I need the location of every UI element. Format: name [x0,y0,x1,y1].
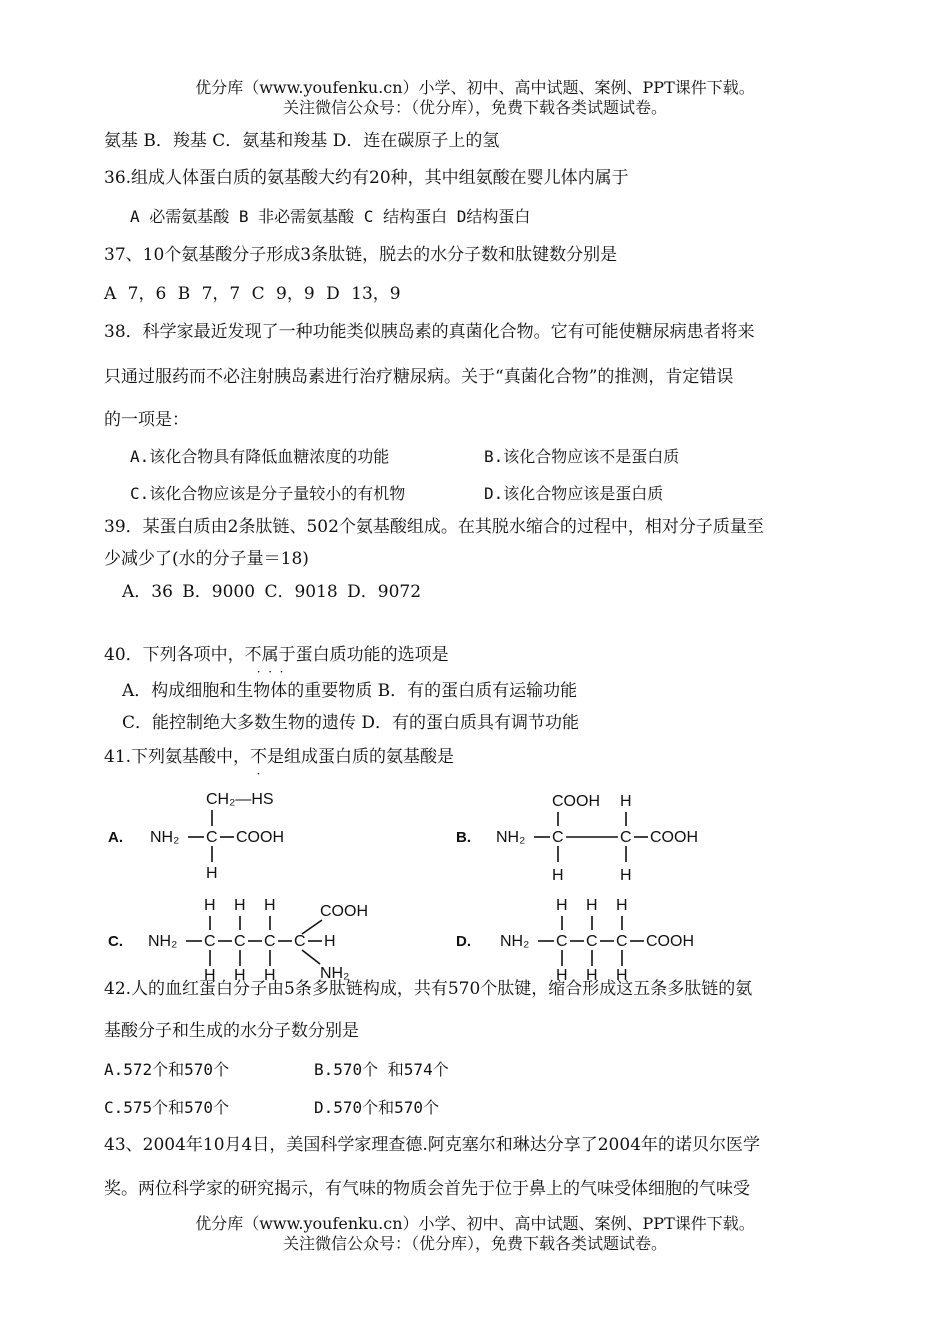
structure-b-h-top: H [620,793,632,810]
structure-d-h-bottom3: H [616,967,628,980]
q41-stem-post: 是组成蛋白质的氨基酸是 [267,747,455,767]
q38-option-c: C.该化合物应该是分子量较小的有机物 [130,484,406,503]
q42-option-d: D.570个和570个 [314,1098,440,1117]
structure-a-r-group: CH₂—HS [206,791,274,808]
q41-stem-pre: 41.下列氨基酸中， [104,747,251,767]
q40-options-row1: A．构成细胞和生物体的重要物质 B．有的蛋白质有运输功能 [122,681,578,701]
q39-line2: 少减少了(水的分子量＝18) [104,549,309,569]
structure-c-bond-nh2 [302,950,320,964]
structure-c-carbon3: C [264,933,276,950]
structure-c-h-top3: H [264,897,276,914]
structure-c-carbon1: C [204,933,216,950]
structure-c-h-right: H [324,933,336,950]
structure-b [456,793,698,884]
structure-c-cooh: COOH [320,903,368,920]
structure-d-h-bottom2: H [586,967,598,980]
q38-line3: 的一项是： [104,410,189,430]
q42-option-b: B.570个 和574个 [314,1060,449,1079]
structure-c-carbon2: C [234,933,246,950]
q37-stem: 37、10个氨基酸分子形成3条肽链，脱去的水分子数和肽键数分别是 [104,245,618,265]
q42-option-a: A.572个和570个 [104,1060,230,1079]
structure-b-label: B. [456,829,471,846]
q42-line2: 基酸分子和生成的水分子数分别是 [104,1021,359,1041]
structure-a-carbon: C [206,829,218,846]
q41-stem-emphasis [250,746,268,781]
structure-d-carbon2: C [586,933,598,950]
q43-line1: 43、2004年10月4日，美国科学家理查德.阿克塞尔和琳达分享了2004年的诺贝尔医学 [104,1135,761,1155]
q39-line1: 39．某蛋白质由2条肽链、502个氨基酸组成。在其脱水缩合的过程中，相对分子质量至 [104,517,764,537]
structure-d-h-top1: H [556,897,568,914]
q35-options: 氨基 B．羧基 C．氨基和羧基 D．连在碳原子上的氢 [104,131,500,151]
q38-line1: 38．科学家最近发现了一种功能类似胰岛素的真菌化合物。它有可能使糖尿病患者将来 [104,322,755,342]
q42-line1: 42.人的血红蛋白分子由5条多肽链构成，共有570个肽键，缩合形成这五条多肽链的氨 [104,979,753,999]
q38-line2: 只通过服药而不必注射胰岛素进行治疗糖尿病。关于“真菌化合物”的推测，肯定错误 [104,367,734,387]
structure-c-h-bottom3: H [264,967,276,980]
structure-d-cooh: COOH [646,933,694,950]
structure-d-h-top2: H [586,897,598,914]
q39-options: A．36 B．9000 C．9018 D．9072 [122,582,422,602]
structure-a-h: H [206,865,218,882]
structure-a [108,791,284,882]
structure-a-nh2: NH₂ [150,829,180,846]
q36-stem: 36.组成人体蛋白质的氨基酸大约有20种，其中组氨酸在婴儿体内属于 [104,168,629,188]
structure-a-label: A. [108,829,123,846]
emphasis-dot: · [256,767,261,781]
structure-a-cooh: COOH [236,829,284,846]
q38-option-d: D.该化合物应该是蛋白质 [484,484,664,503]
q38-option-a: A.该化合物具有降低血糖浓度的功能 [130,447,390,466]
page-header-line2: 关注微信公众号：（优分库），免费下载各类试题试卷。 [282,98,667,117]
q40-stem-emphasis [244,644,296,679]
structure-c-label: C. [108,933,123,950]
q36-options: A 必需氨基酸 B 非必需氨基酸 C 结构蛋白 D结构蛋白 [130,207,531,226]
structure-c-bond-cooh [302,920,322,934]
q43-line2: 奖。两位科学家的研究揭示，有气味的物质会首先于位于鼻上的气味受体细胞的气味受 [104,1179,750,1199]
structure-b-carbon1: C [552,829,564,846]
q37-options: A 7，6 B 7，7 C 9，9 D 13，9 [104,284,401,304]
structure-c-h-bottom2: H [234,967,246,980]
structure-b-carbon2: C [620,829,632,846]
structure-b-h-bottom1: H [552,867,564,884]
structure-b-cooh-top: COOH [552,793,600,810]
structure-c-nh2: NH₂ [148,933,178,950]
structure-d-carbon3: C [616,933,628,950]
q38-option-b: B.该化合物应该不是蛋白质 [484,447,680,466]
structure-d-carbon1: C [556,933,568,950]
structure-b-cooh: COOH [650,829,698,846]
q40-stem [104,644,449,679]
q41-stem [104,746,455,781]
page-footer-line2: 关注微信公众号：（优分库），免费下载各类试题试卷。 [282,1234,667,1253]
structure-d [456,897,694,980]
q40-stem-emphasis-text: 不属于 [244,645,296,665]
structure-d-nh2: NH₂ [500,933,530,950]
structure-c-h-top1: H [204,897,216,914]
structure-c [108,897,368,980]
structure-c-carbon4: C [294,933,306,950]
structure-d-h-top3: H [616,897,628,914]
structure-d-label: D. [456,933,471,950]
page-header-line1: 优分库（www.youfenku.cn）小学、初中、高中试题、案例、PPT课件下载。 [195,78,755,97]
q41-stem-emphasis-text: 不 [250,747,268,767]
q41-structures-figure [0,780,950,980]
structure-c-h-bottom1: H [204,967,216,980]
structure-c-h-top2: H [234,897,246,914]
q40-stem-pre: 40．下列各项中， [104,645,245,665]
emphasis-dots: · · · [256,665,284,679]
q42-option-c: C.575个和570个 [104,1098,230,1117]
structure-c-nh2-bottom: NH₂ [320,965,350,980]
q40-stem-post: 蛋白质功能的选项是 [295,645,449,665]
page-footer-line1: 优分库（www.youfenku.cn）小学、初中、高中试题、案例、PPT课件下载。 [195,1214,755,1233]
structure-d-h-bottom1: H [556,967,568,980]
structure-b-h-bottom2: H [620,867,632,884]
q40-options-row2: C．能控制绝大多数生物的遗传 D．有的蛋白质具有调节功能 [122,713,580,733]
structure-b-nh2: NH₂ [496,829,526,846]
